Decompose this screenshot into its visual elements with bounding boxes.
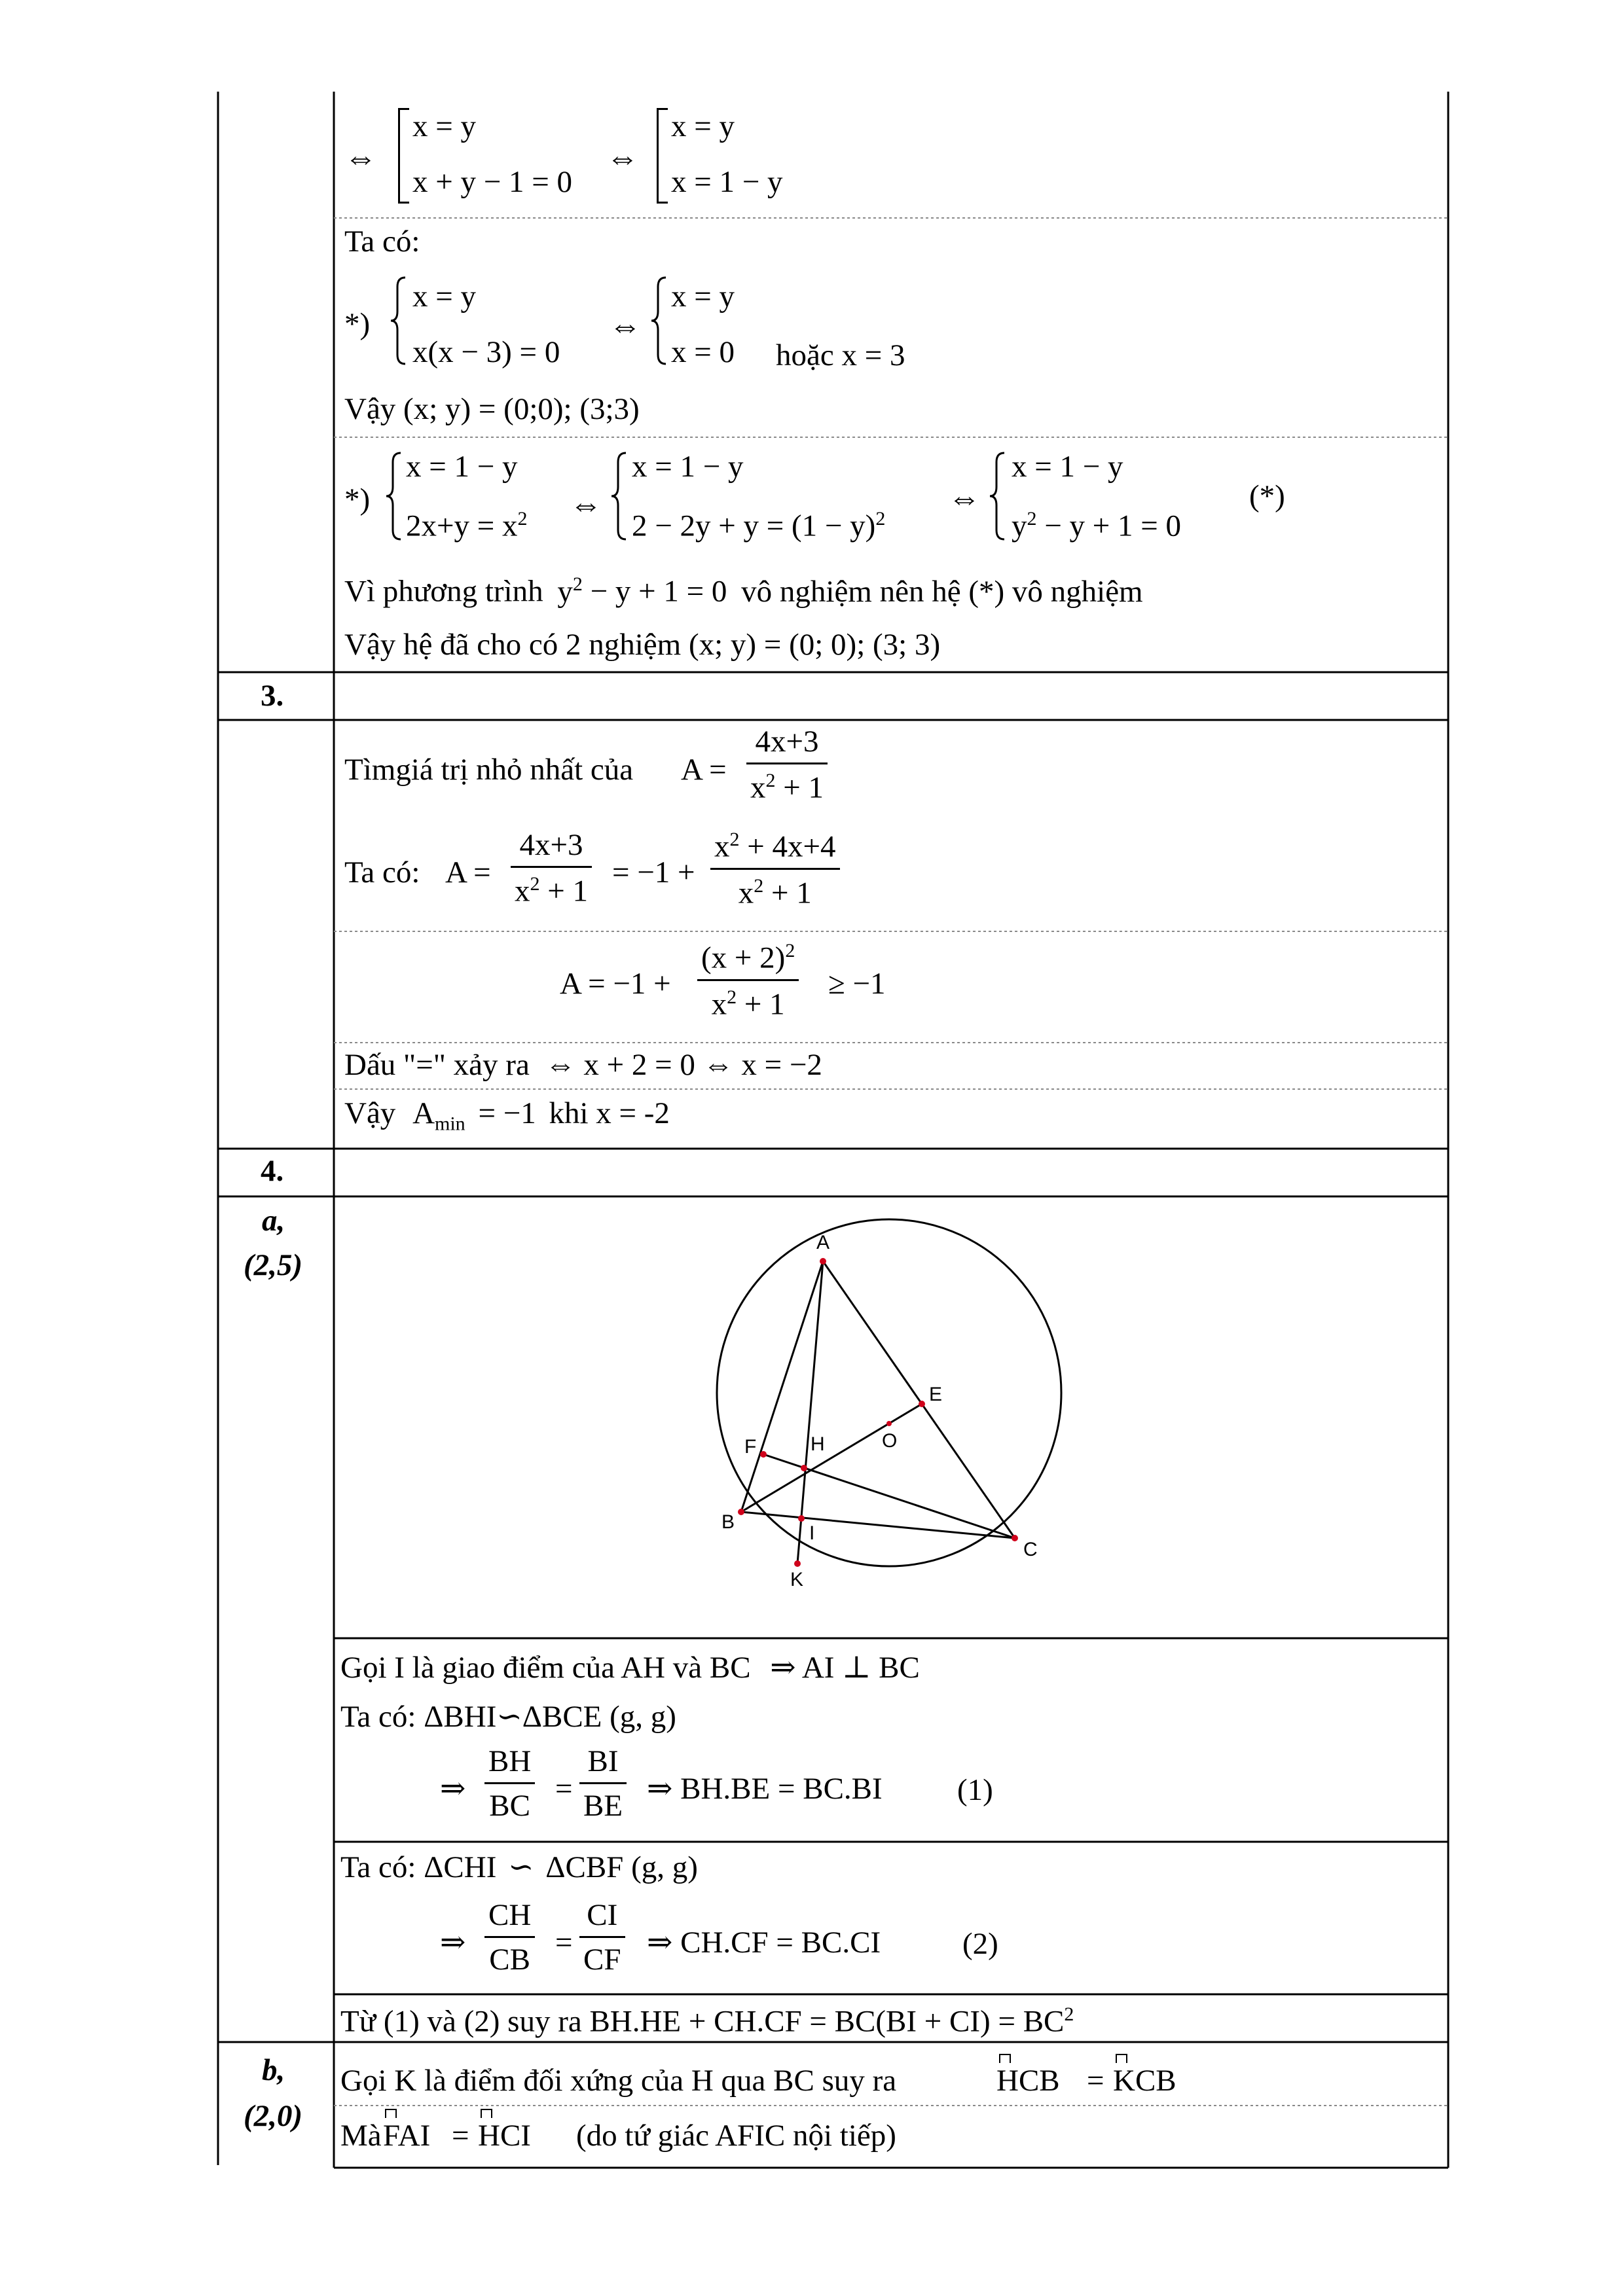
part-label: a, (262, 1204, 285, 1238)
a-equals: A = (681, 753, 727, 787)
iff-symbol: ⇔ (344, 139, 377, 175)
system-line: $y^2 - y + 1 = 0$ (1012, 508, 1182, 543)
case-star: *) (344, 482, 371, 516)
reason-text: Vì phương trình $y^2 - y + 1 = 0$ vô nghiệm nên hệ (*) vô nghiệm (344, 573, 1143, 609)
proof-line: Gọi I là giao điểm của AH và BC ⇒ AI ⊥ BC (340, 1651, 920, 1685)
fraction: $\frac{x^2 + 4x+4}{x^2 + 1}$ (710, 830, 840, 908)
angle-label: FAI (383, 2119, 431, 2153)
proof-line: Gọi K là điểm đối xứng của H qua BC suy ra (340, 2064, 897, 2098)
brace (989, 450, 1008, 542)
equation-tag: (1) (957, 1773, 993, 1807)
fraction: $\frac{BI}{BE}$ (579, 1746, 627, 1821)
note-text: (do tứ giác AFIC nội tiếp) (576, 2119, 896, 2153)
bracket (657, 108, 668, 204)
system-line: $2x+y = x^2$ (406, 508, 528, 543)
system-line: x + y − 1 = 0 (412, 165, 573, 199)
angle-arc (1116, 2054, 1127, 2063)
side-ab (741, 1261, 823, 1512)
similar-symbol: ∽ (496, 1700, 522, 1734)
ta-co-label: Ta có: (344, 224, 420, 259)
implies-arrow: ⇒ (440, 1772, 466, 1806)
system-line: x = y (671, 109, 735, 143)
point-a-dot (820, 1258, 826, 1265)
point-o-dot (886, 1421, 892, 1426)
point-f-label: F (744, 1436, 757, 1458)
find-min-text: Tìmgiá trị nhỏ nhất của (344, 753, 634, 787)
iff-symbol: ⇔ (948, 479, 981, 516)
system-line: x = 1 − y (632, 450, 744, 484)
angle-arc (999, 2054, 1011, 2063)
case-star: *) (344, 307, 371, 341)
system-line: x(x − 3) = 0 (412, 335, 560, 369)
proof-line: Ta có: ΔBHI∽ΔBCE (g, g) (340, 1700, 676, 1734)
expression: = −1 + (612, 855, 695, 889)
iff-symbol: ⇔ (609, 307, 642, 344)
brace (610, 450, 630, 542)
equals-sign: = (555, 1926, 573, 1960)
point-k-label: K (790, 1569, 804, 1590)
fraction: $\frac{CH}{CB}$ (484, 1900, 535, 1975)
altitude-be (741, 1404, 922, 1512)
equals-sign: = (555, 1772, 573, 1806)
system-line: x = y (412, 279, 477, 314)
point-h-dot (801, 1465, 807, 1471)
equation-tag: (2) (962, 1927, 998, 1961)
points-label: (2,5) (244, 1248, 303, 1282)
angle-arc (385, 2109, 397, 2118)
point-i-label: I (809, 1522, 815, 1544)
conclusion-text: Vậy $A_{min} = -1$ khi x = -2 (344, 1096, 670, 1135)
point-k-dot (794, 1560, 801, 1567)
implies-arrow: ⇒ (440, 1926, 466, 1960)
inequality: ≥ −1 (828, 967, 886, 1001)
conclusion-text: Vậy (x; y) = (0;0); (3;3) (344, 392, 640, 426)
angle-arc (481, 2109, 492, 2118)
proof-result: ⇒ BH.BE = BC.BI (647, 1772, 883, 1806)
system-line: x = y (412, 109, 477, 143)
fraction: $\frac{4x+3}{x^2 + 1}$ (746, 726, 828, 804)
point-e-dot (919, 1401, 925, 1407)
system-line: x = 1 − y (671, 165, 783, 199)
angle-label: HCI (478, 2119, 531, 2153)
system-line: x = y (671, 279, 735, 314)
similar-symbol: ∽ (508, 1850, 534, 1884)
angle-label: KCB (1113, 2064, 1176, 2098)
system-line: x = 0 (671, 335, 735, 369)
conclusion-text: Vậy hệ đã cho có 2 nghiệm (x; y) = (0; 0); (3; 3) (344, 628, 941, 662)
angle-label: HCB (996, 2064, 1060, 2098)
part-label: b, (262, 2053, 285, 2087)
summary-line: Từ (1) và (2) suy ra $BH.HE + CH.CF = BC(BI + CI) = BC^2$ (340, 2003, 1074, 2039)
brace (390, 275, 409, 367)
brace (650, 275, 670, 367)
ta-co-label: Ta có: (344, 855, 420, 889)
point-f-dot (760, 1451, 767, 1458)
question-number: 3. (261, 679, 284, 713)
point-c-label: C (1023, 1539, 1038, 1560)
equation-tag: (*) (1249, 479, 1285, 513)
system-line: x = 1 − y (1012, 450, 1123, 484)
point-h-label: H (811, 1433, 825, 1455)
equality-condition: Dấu "=" xảy ra ⇔ x + 2 = 0 ⇔ x = −2 (344, 1048, 822, 1082)
equals-sign: = (1087, 2064, 1104, 2098)
point-a-label: A (816, 1232, 830, 1253)
point-o-label: O (882, 1430, 898, 1452)
points-label: (2,0) (244, 2099, 303, 2133)
point-i-dot (798, 1515, 805, 1522)
point-e-label: E (929, 1384, 943, 1405)
expression: A = −1 + (560, 967, 671, 1001)
fraction: $\frac{(x + 2)^2}{x^2 + 1}$ (697, 941, 799, 1020)
proof-result: ⇒ CH.CF = BC.CI (647, 1926, 881, 1960)
iff-symbol: ⇔ (606, 139, 639, 175)
point-b-label: B (721, 1511, 735, 1533)
proof-line: Ta có: ΔCHI ∽ ΔCBF (g, g) (340, 1850, 698, 1884)
bracket (398, 108, 409, 204)
fraction: $\frac{CI}{CF}$ (579, 1900, 625, 1975)
point-b-dot (738, 1509, 744, 1515)
a-equals: A = (445, 855, 491, 889)
side-ac (823, 1261, 1015, 1538)
geometry-figure (710, 1214, 1077, 1590)
fraction: $\frac{BH}{BC}$ (484, 1746, 535, 1821)
system-line: $2 - 2y + y = (1 - y)^2$ (632, 508, 886, 543)
equals-sign: = (452, 2119, 469, 2153)
brace (385, 450, 405, 542)
or-text: hoặc x = 3 (776, 338, 905, 372)
fraction: $\frac{4x+3}{x^2 + 1}$ (511, 830, 592, 907)
point-c-dot (1012, 1535, 1018, 1541)
system-line: x = 1 − y (406, 450, 518, 484)
question-number: 4. (261, 1154, 284, 1188)
iff-symbol: ⇔ (570, 486, 602, 522)
proof-line: Mà (340, 2119, 382, 2153)
